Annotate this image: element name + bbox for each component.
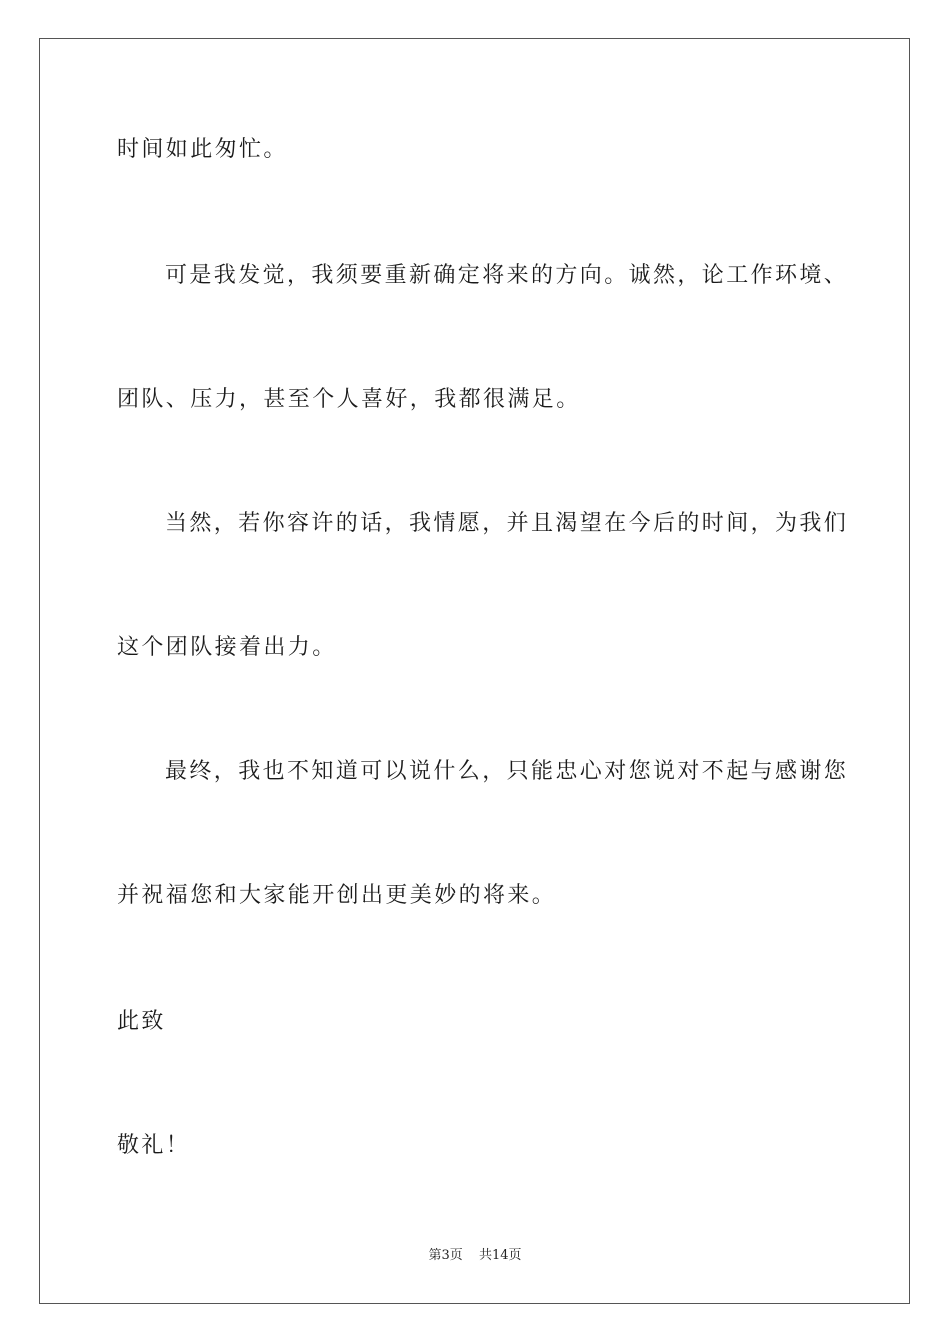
paragraph-line-7: 并祝福您和大家能开创出更美妙的将来。 bbox=[117, 883, 557, 908]
paragraph-line-3: 团队、压力，甚至个人喜好，我都很满足。 bbox=[117, 387, 581, 412]
current-page-number: 第3页 bbox=[428, 1248, 463, 1263]
closing-regards: 敬礼！ bbox=[117, 1133, 191, 1158]
paragraph-line-2: 可是我发觉，我须要重新确定将来的方向。诚然，论工作环境、 bbox=[165, 263, 849, 288]
text-line-1: 时间如此匆忙。 bbox=[117, 137, 288, 162]
paragraph-line-4: 当然，若你容许的话，我情愿，并且渴望在今后的时间，为我们 bbox=[165, 511, 849, 536]
page-frame bbox=[39, 38, 910, 1304]
closing-salutation: 此致 bbox=[117, 1009, 166, 1034]
paragraph-line-6: 最终，我也不知道可以说什么，只能忠心对您说对不起与感谢您 bbox=[165, 759, 849, 784]
paragraph-line-5: 这个团队接着出力。 bbox=[117, 635, 337, 660]
page-footer bbox=[0, 1247, 950, 1265]
total-page-count: 共14页 bbox=[478, 1248, 522, 1263]
